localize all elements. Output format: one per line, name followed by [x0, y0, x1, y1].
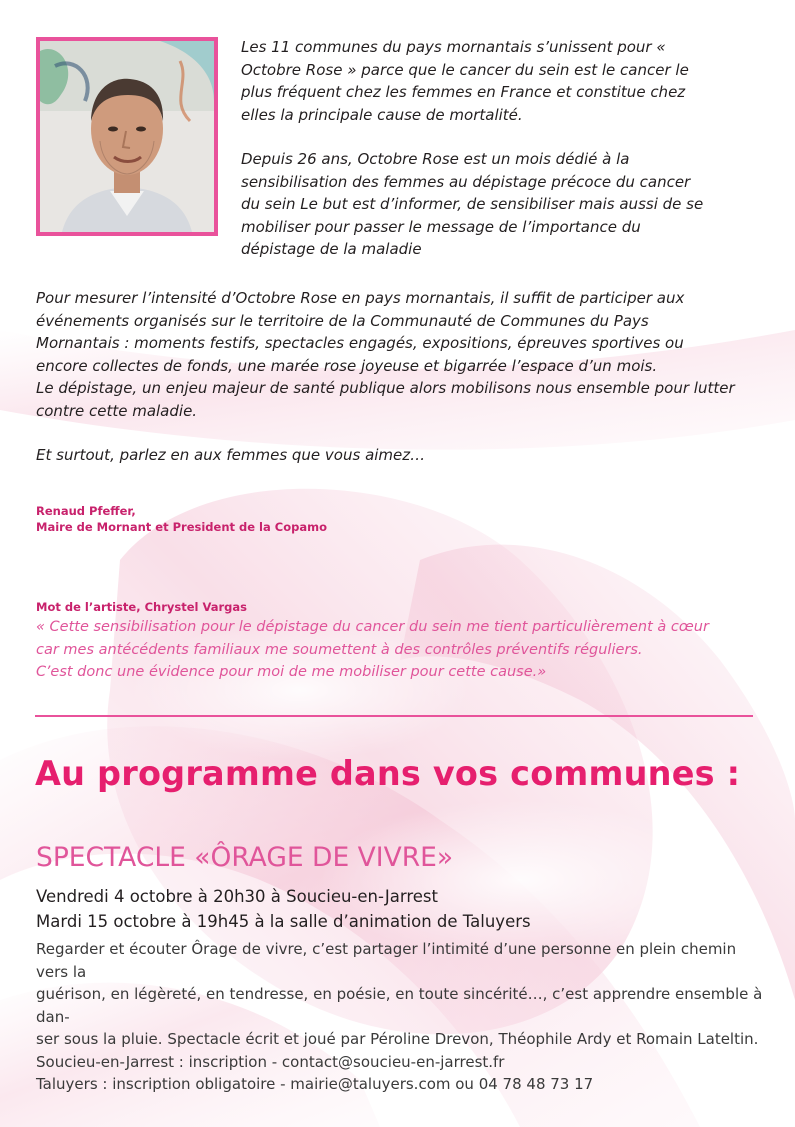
- show-date: Mardi 15 octobre à 19h45 à la salle d’animation de Taluyers: [36, 912, 531, 931]
- portrait-photo: [40, 41, 214, 232]
- body-text: [36, 287, 736, 467]
- description-line: ser sous la pluie. Spectacle écrit et joué par Péroline Drevon, Théophile Ardy et Romain Lateltin.: [36, 1030, 759, 1048]
- contact-line: Taluyers : inscription obligatoire - mairie@taluyers.com ou 04 78 48 73 17: [36, 1075, 594, 1093]
- show-dates: [36, 884, 776, 934]
- intro-paragraph: Les 11 communes du pays mornantais s’unissent pour « Octobre Rose » parce que le cancer du sein est le cancer le plus fréquent chez les femmes en France et constitue chez elles la principale cause de mortalité.: [241, 38, 689, 124]
- signature: [36, 503, 536, 535]
- description-line: guérison, en légèreté, en tendresse, en poésie, en toute sincérité…, c’est apprendre ensemble à dan-: [36, 985, 763, 1026]
- quote-line: car mes antécédents familiaux me soumettent à des contrôles préventifs réguliers.: [36, 641, 643, 658]
- intro-paragraph: Depuis 26 ans, Octobre Rose est un mois dédié à la sensibilisation des femmes au dépistage précoce du cancer du sein Le but est d’informer, de sensibiliser mais aussi de se mobiliser pour passer le message de l’importance du dépistage de la maladie: [241, 150, 704, 258]
- body-paragraph: Et surtout, parlez en aux femmes que vous aimez…: [36, 446, 426, 464]
- divider: [35, 715, 753, 717]
- signature-name: Renaud Pfeffer,: [36, 504, 136, 518]
- portrait-photo-frame: [36, 37, 218, 236]
- quote-line: C’est donc une évidence pour moi de me mobiliser pour cette cause.»: [36, 664, 547, 680]
- description-line: Regarder et écouter Ôrage de vivre, c’est partager l’intimité d’une personne en plein chemin vers la: [36, 940, 737, 981]
- program-title: Au programme dans vos communes :: [35, 754, 741, 793]
- show-date: Vendredi 4 octobre à 20h30 à Soucieu-en-Jarrest: [36, 887, 438, 906]
- show-description: [36, 938, 766, 1096]
- artist-heading: Mot de l’artiste, Chrystel Vargas: [36, 600, 247, 614]
- quote-line: « Cette sensibilisation pour le dépistage du cancer du sein me tient particulièrement à cœur: [36, 619, 709, 635]
- contact-line: Soucieu-en-Jarrest : inscription - contact@soucieu-en-jarrest.fr: [36, 1052, 505, 1071]
- intro-text: [241, 36, 711, 261]
- artist-quote: [36, 616, 776, 684]
- signature-role: Maire de Mornant et President de la Copamo: [36, 520, 327, 534]
- artist-quote-block: [36, 599, 776, 684]
- body-paragraph: Pour mesurer l’intensité d’Octobre Rose en pays mornantais, il suffit de participer aux événements organisés sur le territoire de la Communauté de Communes du Pays Mornantais : moments festifs, spectacles engagés, expositions, épreuves sportives ou encore collectes de fonds, une marée rose joyeuse et bigarrée l’espace d’un mois. Le dépistage, un enjeu majeur de santé publique alors mobilisons nous ensemble pour lutter contre cette maladie.: [36, 289, 735, 420]
- show-title: SPECTACLE «ÔRAGE DE VIVRE»: [36, 842, 454, 873]
